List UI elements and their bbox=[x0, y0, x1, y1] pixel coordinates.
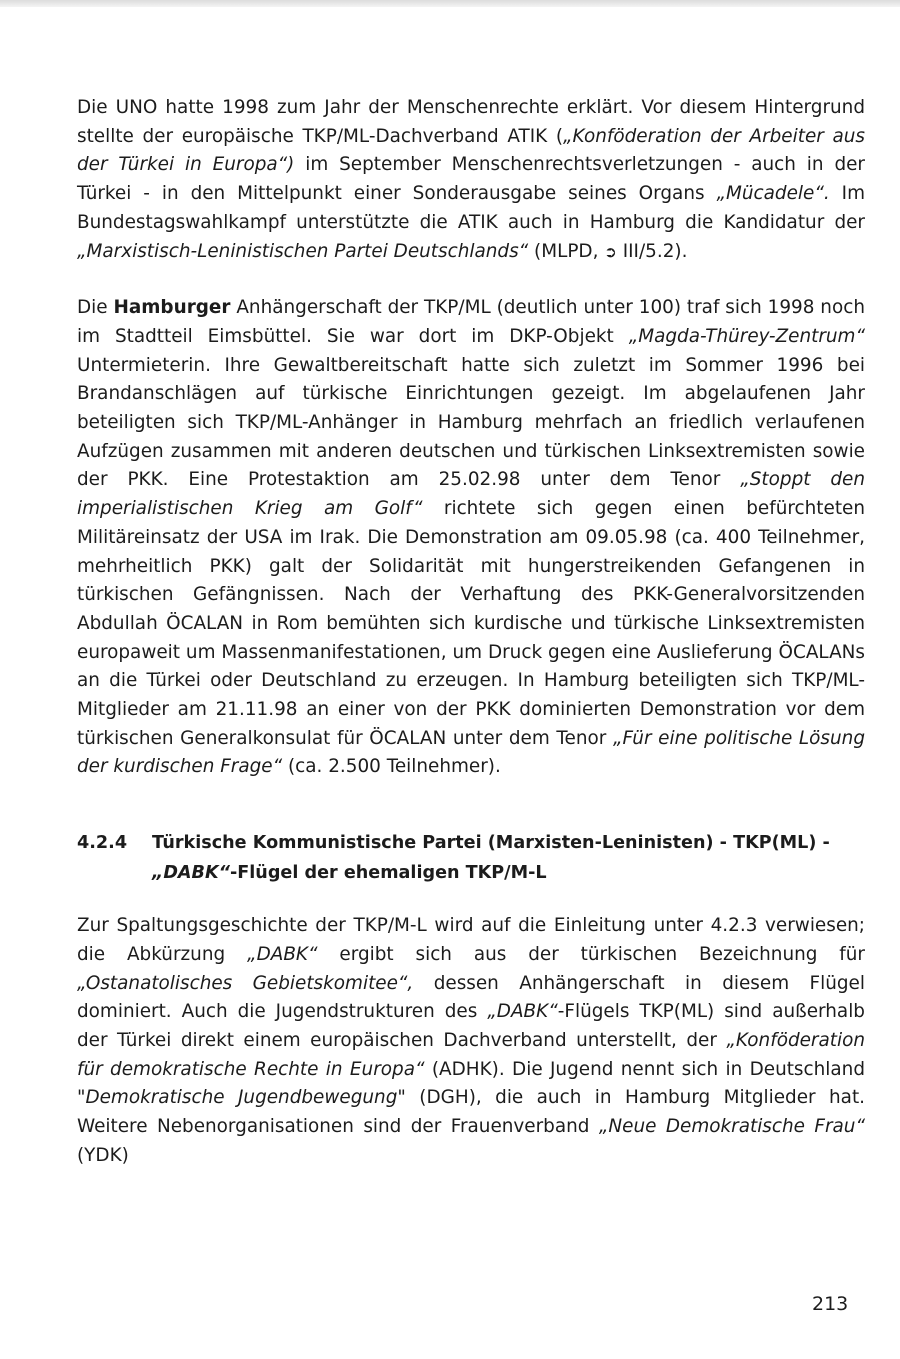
text-run: Anhängerschaft der TKP/ML (deutlich unter 100) traf sich 1998 noch im Stadtteil Eimsbüttel. Sie war dort im DKP-Objekt bbox=[77, 297, 865, 347]
italic-quote: „DABK“ bbox=[152, 863, 230, 884]
italic-quote: „Mücadele“. bbox=[716, 183, 830, 205]
italic-quote: „Neue Demokratische Frau“ bbox=[598, 1116, 865, 1138]
text-run: Im Bundestagswahlkampf unterstützte die ATIK auch in Hamburg die Kandidatur der bbox=[77, 183, 865, 233]
section-title-line: Türkische Kommunistische Partei (Marxisten-Leninisten) - TKP(ML) - bbox=[152, 833, 830, 854]
text-run: (MLPD, bbox=[528, 240, 605, 262]
paragraph-atik bbox=[77, 94, 865, 266]
italic-quote: „Konföderation der Arbeiter aus der Türkei in Europa“) bbox=[77, 125, 865, 176]
text-run: im September Menschenrechtsverletzungen - auch in der Türkei - in den Mittelpunkt einer Sonderausgabe seines Organs bbox=[77, 154, 865, 205]
text-run: (ca. 2.500 Teilnehmer). bbox=[282, 756, 501, 778]
text-run: (YDK) bbox=[77, 1144, 129, 1166]
text-run: (DGH), die auch in Hamburg Mitglieder hat. Weitere Nebenorganisationen sind der Frauenverband bbox=[77, 1087, 865, 1138]
text-run: Die UNO hatte 1998 zum Jahr der Menschenrechte erklärt. Vor diesem Hintergrund stellte der europäische TKP/ML-Dachverband ATIK ( bbox=[77, 97, 865, 147]
italic-quote: „Ostanatolisches Gebietskomitee“, bbox=[77, 972, 414, 994]
text-run: Untermieterin. Ihre Gewaltbereitschaft hatte sich zuletzt im Sommer 1996 bei Brandanschlägen auf türkische Einrichtungen gezeigt. Im abgelaufenen Jahr beteiligten sich TKP/ML-Anhänger in Hamburg mehrfach an friedlich verlaufenen Aufzügen zusammen mit anderen deutschen und türkischen Linksextremisten sowie der PKK. Eine Protestaktion am 25.02.98 unter dem Tenor bbox=[77, 354, 865, 491]
text-run: dessen Anhängerschaft in diesem Flügel dominiert. Auch die Jugendstrukturen des bbox=[77, 972, 865, 1023]
section-heading bbox=[77, 828, 865, 888]
text-run: Die bbox=[77, 297, 114, 319]
cross-reference-arrow-icon: ➲ bbox=[604, 242, 617, 261]
italic-quote: „Für eine politische Lösung der kurdischen Frage“ bbox=[77, 727, 866, 778]
text-run: (ADHK). Die Jugend nennt sich in Deutschland bbox=[424, 1058, 865, 1080]
text-run: -Flügel der ehemaligen TKP/M-L bbox=[229, 863, 547, 884]
italic-quote: „Stoppt den imperialistischen Krieg am Golf“ bbox=[77, 469, 865, 520]
italic-quote: „Marxistisch-Leninistischen Partei Deutschlands“ bbox=[77, 240, 529, 262]
bold-term: Hamburger bbox=[113, 297, 231, 319]
italic-quote: „Magda-Thürey-Zentrum“ bbox=[628, 325, 865, 347]
page-number: 213 bbox=[812, 1293, 849, 1315]
section-number: 4.2.4 bbox=[77, 833, 128, 854]
text-run: ergibt sich aus der türkischen Bezeichnung für bbox=[317, 943, 865, 965]
text-run: -Flügels TKP(ML) sind außerhalb der Türkei direkt einem europäischen Dachverband unterstellt, der bbox=[77, 1001, 865, 1051]
paragraph-hamburger bbox=[77, 294, 865, 782]
section-title-line bbox=[152, 858, 865, 888]
italic-quote: „Konföderation für demokratische Rechte in Europa“ bbox=[77, 1029, 865, 1080]
document-page bbox=[77, 94, 865, 1171]
italic-quote: „DABK“ bbox=[487, 1001, 558, 1023]
paragraph-dabk bbox=[77, 912, 865, 1170]
text-run: III/5.2). bbox=[616, 240, 688, 262]
text-run: Zur Spaltungsgeschichte der TKP/M-L wird auf die Einleitung unter 4.2.3 verwiesen; die Abkürzung bbox=[77, 915, 865, 965]
italic-quote: „DABK“ bbox=[247, 943, 318, 965]
section-title bbox=[152, 828, 865, 888]
text-run: richtete sich gegen einen befürchteten Militäreinsatz der USA im Irak. Die Demonstration am 09.05.98 (ca. 400 Teilnehmer, mehrheitlich PKK) galt der Solidarität mit hungerstreikenden Gefangenen in türkischen Gefängnissen. Nach der Verhaftung des PKK-Generalvorsitzenden Abdullah ÖCALAN in Rom bemühten sich kurdische und türkische Linksextremisten europaweit um Massenmanifestationen, um Druck gegen eine Auslieferung ÖCALANs an die Türkei oder Deutschland zu erzeugen. In Hamburg beteiligten sich TKP/ML-Mitglieder am 21.11.98 an einer von der PKK dominierten Demonstration vor dem türkischen Generalkonsulat für ÖCALAN unter dem Tenor bbox=[77, 498, 865, 749]
scan-top-edge bbox=[0, 0, 900, 7]
italic-quote: "Demokratische Jugendbewegung" bbox=[77, 1087, 406, 1109]
